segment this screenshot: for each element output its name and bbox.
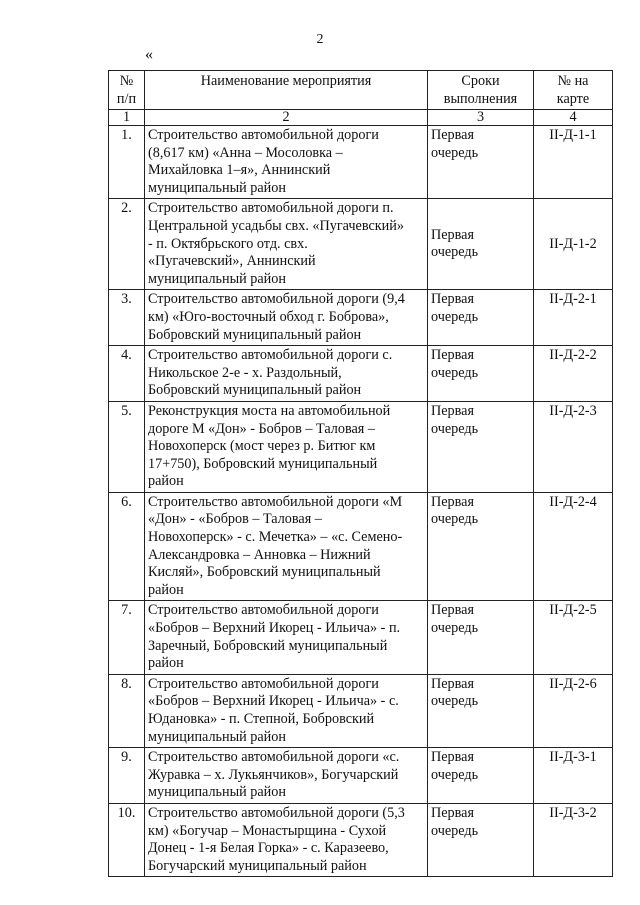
- index-cell: 2: [145, 110, 428, 126]
- index-cell: 1: [109, 110, 145, 126]
- row-map-ref: II-Д-2-4: [534, 492, 613, 601]
- header-map: № на карте: [534, 71, 613, 110]
- row-number: 6.: [109, 492, 145, 601]
- row-name: Строительство автомобильной дороги «Бобров – Верхний Икорец - Ильича» - п. Заречный, Бобровский муниципальный район: [145, 601, 428, 674]
- row-name: Строительство автомобильной дороги п. Центральной усадьбы свх. «Пугачевский» - п. Октябрьского отд. свх. «Пугачевский», Аннинский муниципальный район: [145, 199, 428, 290]
- row-map-ref: II-Д-1-2: [534, 199, 613, 290]
- row-map-ref: II-Д-2-1: [534, 290, 613, 346]
- table-header-row: [109, 71, 613, 110]
- row-term: Первая очередь: [428, 401, 534, 492]
- index-cell: 3: [428, 110, 534, 126]
- row-map-ref: II-Д-3-1: [534, 748, 613, 804]
- row-name: Строительство автомобильной дороги (8,617 км) «Анна – Мосоловка – Михайловка 1–я», Аннинский муниципальный район: [145, 126, 428, 199]
- row-map-ref: II-Д-3-2: [534, 803, 613, 876]
- table-row: [109, 674, 613, 747]
- row-number: 2.: [109, 199, 145, 290]
- row-number: 8.: [109, 674, 145, 747]
- row-term: Первая очередь: [428, 199, 534, 290]
- row-number: 1.: [109, 126, 145, 199]
- row-term: Первая очередь: [428, 290, 534, 346]
- row-number: 5.: [109, 401, 145, 492]
- row-term: Первая очередь: [428, 126, 534, 199]
- row-term: Первая очередь: [428, 601, 534, 674]
- table-row: [109, 748, 613, 804]
- row-name: Строительство автомобильной дороги (5,3 км) «Богучар – Монастырщина - Сухой Донец - 1-я Белая Горка» - с. Каразеево, Богучарский муниципальный район: [145, 803, 428, 876]
- header-term: Сроки выполнения: [428, 71, 534, 110]
- row-name: Строительство автомобильной дороги (9,4 км) «Юго-восточный обход г. Боброва», Бобровский муниципальный район: [145, 290, 428, 346]
- row-map-ref: II-Д-2-5: [534, 601, 613, 674]
- column-index-row: [109, 110, 613, 126]
- row-number: 3.: [109, 290, 145, 346]
- row-number: 7.: [109, 601, 145, 674]
- header-name: Наименование мероприятия: [145, 71, 428, 110]
- row-map-ref: II-Д-1-1: [534, 126, 613, 199]
- row-term: Первая очередь: [428, 346, 534, 402]
- table-row: [109, 290, 613, 346]
- measures-table: [108, 70, 613, 877]
- row-map-ref: II-Д-2-3: [534, 401, 613, 492]
- row-name: Реконструкция моста на автомобильной дороге М «Дон» - Бобров – Таловая – Новохоперск (мост через р. Битюг км 17+750), Бобровский муниципальный район: [145, 401, 428, 492]
- row-name: Строительство автомобильной дороги с. Никольское 2-е - х. Раздольный, Бобровский муниципальный район: [145, 346, 428, 402]
- row-number: 10.: [109, 803, 145, 876]
- index-cell: 4: [534, 110, 613, 126]
- row-name: Строительство автомобильной дороги «Бобров – Верхний Икорец - Ильича» - с. Юдановка» - п. Степной, Бобровский муниципальный район: [145, 674, 428, 747]
- row-number: 4.: [109, 346, 145, 402]
- table-row: [109, 346, 613, 402]
- row-name: Строительство автомобильной дороги «с. Журавка – х. Лукьянчиков», Богучарский муниципальный район: [145, 748, 428, 804]
- row-term: Первая очередь: [428, 492, 534, 601]
- row-number: 9.: [109, 748, 145, 804]
- row-map-ref: II-Д-2-6: [534, 674, 613, 747]
- table-row: [109, 803, 613, 876]
- row-term: Первая очередь: [428, 803, 534, 876]
- row-term: Первая очередь: [428, 674, 534, 747]
- header-num: № п/п: [109, 71, 145, 110]
- opening-quote: «: [145, 46, 153, 63]
- table-row: [109, 401, 613, 492]
- row-map-ref: II-Д-2-2: [534, 346, 613, 402]
- table-row: [109, 492, 613, 601]
- row-name: Строительство автомобильной дороги «М «Дон» - «Бобров – Таловая – Новохоперск» - с. Мечетка» – «с. Семено- Александровка – Анновка – Нижний Кисляй», Бобровский муниципальный район: [145, 492, 428, 601]
- row-term: Первая очередь: [428, 748, 534, 804]
- page-number: 2: [316, 32, 324, 47]
- table-row: [109, 199, 613, 290]
- table-row: [109, 601, 613, 674]
- table-row: [109, 126, 613, 199]
